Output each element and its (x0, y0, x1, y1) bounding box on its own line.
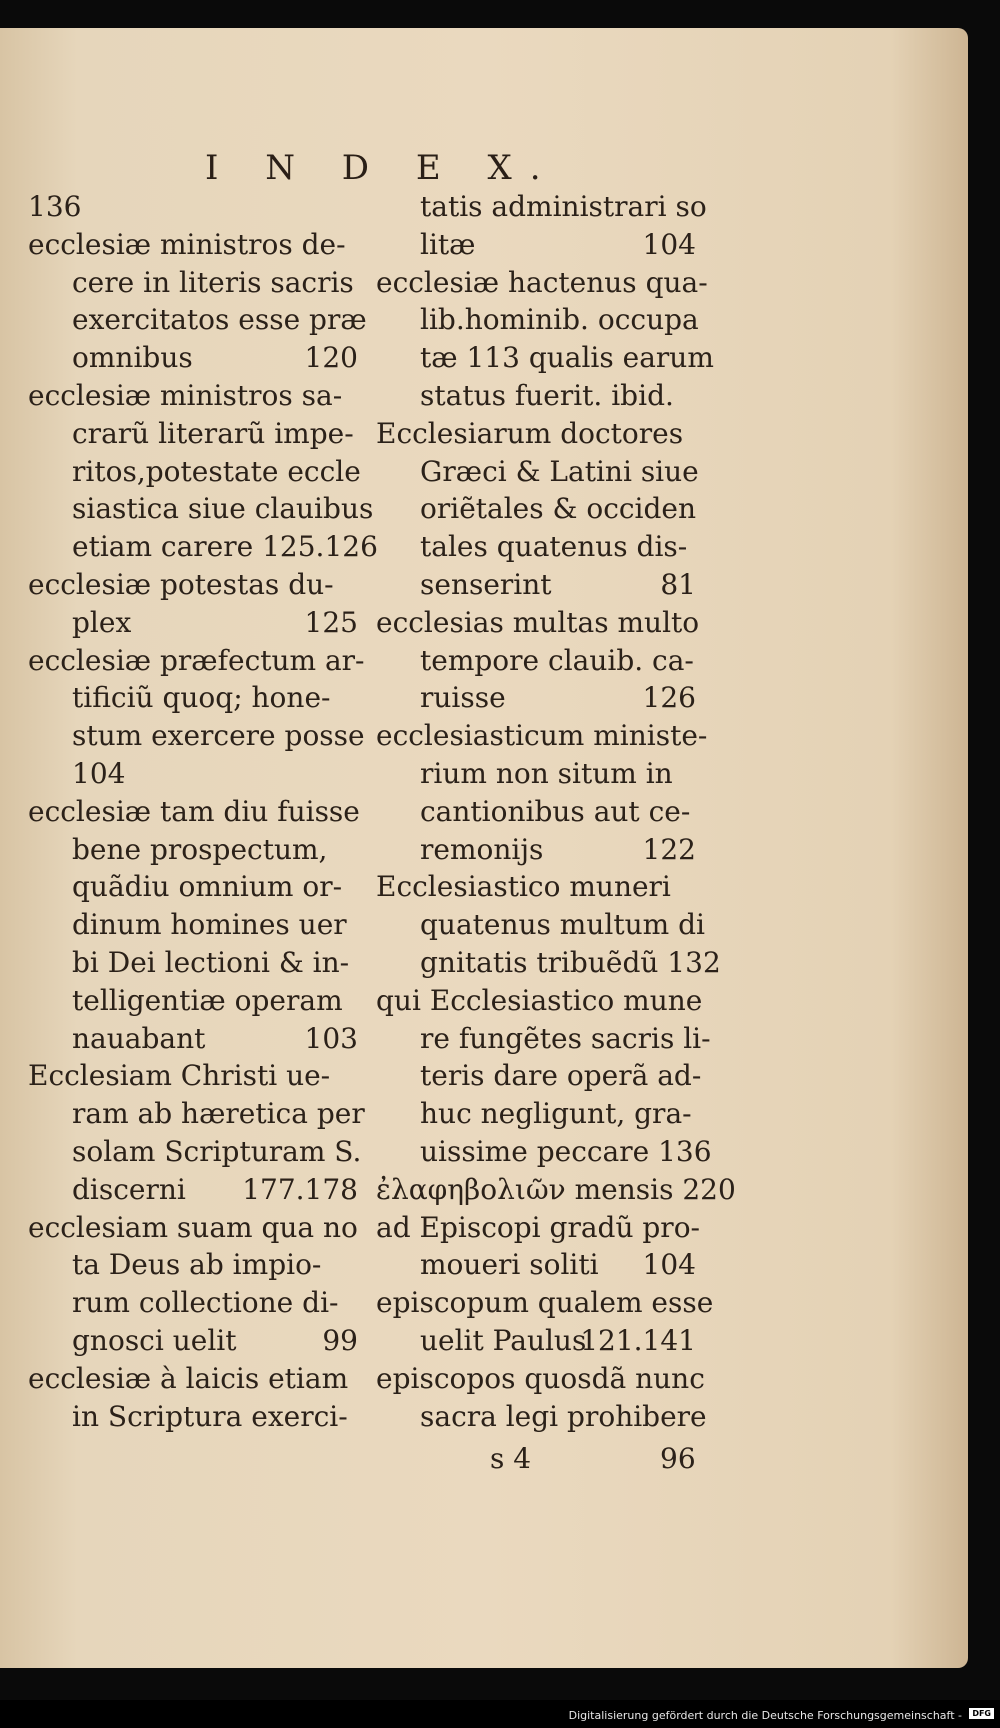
index-page-ref: 120 (304, 341, 358, 375)
dfg-logo: DFG (969, 1708, 994, 1719)
index-line (28, 1398, 358, 1436)
index-entry-text: tales quatenus dis- (420, 530, 688, 564)
index-line (28, 415, 358, 453)
index-entry-text: ecclesiæ tam diu fuisse (28, 794, 360, 828)
index-line (28, 226, 358, 264)
catchword: 96 (660, 1442, 696, 1475)
index-entry-text: gnosci uelit (72, 1323, 237, 1357)
index-entry-text: crarũ literarũ impe- (72, 416, 354, 450)
footer-credit: Digitalisierung gefördert durch die Deutsche Forschungsgemeinschaft - (568, 1709, 962, 1722)
index-entry-text: tempore clauib. ca- (420, 643, 694, 677)
index-line (376, 906, 705, 944)
index-entry-text: bene prospectum, (72, 832, 328, 866)
index-entry-text: lib.hominib. occupa (420, 303, 699, 337)
index-line (28, 264, 358, 302)
index-line (28, 944, 358, 982)
index-page-ref: 177.178 (242, 1172, 358, 1206)
index-line (376, 490, 696, 528)
index-line (376, 868, 696, 906)
index-entry-text: ad Episcopi gradũ pro- (376, 1210, 701, 1244)
index-line (28, 1133, 362, 1171)
index-line (28, 642, 365, 680)
index-entry-text: plex (72, 605, 132, 639)
index-line (376, 604, 700, 642)
index-entry-text: remonijs (420, 832, 544, 866)
index-line (28, 490, 374, 528)
index-entry-text: Ecclesiastico muneri (376, 870, 671, 904)
index-entry-text: episcopum qualem esse (376, 1286, 714, 1320)
signature-mark: s 4 (490, 1442, 532, 1475)
index-line (28, 377, 358, 415)
index-line (28, 868, 358, 906)
index-entry-text: litæ (420, 227, 476, 261)
index-line (28, 1209, 358, 1247)
index-line (376, 1209, 701, 1247)
index-entry-text: solam Scripturam S. (72, 1134, 362, 1168)
index-line (376, 528, 696, 566)
index-page-ref: 121.141 (580, 1323, 696, 1357)
index-entry-text: nauabant (72, 1021, 206, 1055)
index-page-ref: 103 (304, 1021, 358, 1055)
index-entry-text: tatis administrari so (420, 190, 707, 223)
index-entry-text: quãdiu omnium or- (72, 870, 343, 904)
index-page-ref: 104 (642, 227, 696, 261)
index-entry-text: ecclesiæ hactenus qua- (376, 265, 708, 299)
index-page-ref: 126 (642, 681, 696, 715)
index-entry-text: discerni (72, 1172, 186, 1206)
index-line (376, 301, 699, 339)
index-entry-text: uelit Paulus (420, 1323, 587, 1357)
index-line (376, 453, 699, 491)
index-line (376, 679, 696, 717)
index-line (28, 831, 358, 869)
index-line (28, 1171, 358, 1209)
index-line (376, 1284, 714, 1322)
index-column-left (28, 188, 378, 1435)
index-line (28, 1284, 358, 1322)
index-line (376, 566, 696, 604)
index-entry-text: re fungẽtes sacris li- (420, 1021, 711, 1055)
index-entry-text: ecclesiæ à laicis etiam (28, 1361, 349, 1395)
index-entry-text: exercitatos esse præ (72, 303, 367, 337)
index-entry-text: cere in literis sacris (72, 265, 354, 299)
index-page-ref: 104 (642, 1248, 696, 1282)
index-line (376, 226, 696, 264)
index-page-ref: 81 (660, 567, 696, 601)
index-entry-text: gnitatis tribuẽdũ 132 (420, 945, 721, 979)
index-page-ref: 99 (322, 1323, 358, 1357)
index-entry-text: etiam carere 125.126 (72, 530, 378, 564)
index-entry-text: telligentiæ operam (72, 983, 343, 1017)
index-line (28, 301, 367, 339)
index-entry-text: ram ab hæretica per (72, 1097, 365, 1131)
index-entry-text: ecclesiæ præfectum ar- (28, 643, 365, 677)
index-line (28, 1020, 358, 1058)
index-entry-text: ecclesiam suam qua no (28, 1210, 358, 1244)
index-line (28, 1360, 358, 1398)
index-entry-text: Ecclesiam Christi ue- (28, 1059, 331, 1093)
index-line (28, 528, 378, 566)
book-page (0, 28, 968, 1668)
index-entry-text: Ecclesiarum doctores (376, 416, 684, 450)
index-line (376, 755, 696, 793)
index-line (28, 717, 365, 755)
index-column-right (376, 188, 736, 1435)
index-line (28, 1246, 358, 1284)
index-line (28, 604, 358, 642)
index-line (376, 415, 696, 453)
index-entry-text: uissime peccare 136 (420, 1134, 712, 1168)
index-entry-text: status fuerit. ibid. (420, 378, 674, 412)
index-entry-text: stum exercere posse (72, 719, 365, 753)
index-line (28, 1322, 358, 1360)
index-line (376, 264, 708, 302)
index-entry-text: senserint (420, 567, 552, 601)
index-entry-text: omnibus (72, 341, 193, 375)
index-line (376, 1171, 736, 1209)
index-entry-text: dinum homines uer (72, 908, 347, 942)
index-line (376, 1095, 696, 1133)
index-line (28, 566, 358, 604)
index-entry-text: ecclesiæ ministros sa- (28, 378, 343, 412)
index-line (376, 188, 707, 226)
index-entry-text: qui Ecclesiastico mune (376, 983, 703, 1017)
index-entry-text: teris dare operã ad- (420, 1059, 702, 1093)
index-entry-text: Græci & Latini siue (420, 454, 699, 488)
index-entry-text: bi Dei lectioni & in- (72, 945, 350, 979)
index-line (376, 1360, 705, 1398)
index-line (28, 188, 358, 226)
index-entry-text: rium non situm in (420, 756, 673, 790)
index-entry-text: cantionibus aut ce- (420, 794, 691, 828)
index-entry-text: tificiũ quoq; hone- (72, 681, 331, 715)
index-line (28, 755, 358, 793)
index-entry-text: ἐλαφηβολιῶν mensis 220 (376, 1172, 736, 1206)
index-line (28, 793, 358, 831)
index-line (28, 906, 358, 944)
index-line (376, 717, 708, 755)
index-line (376, 944, 721, 982)
index-line (376, 642, 696, 680)
index-entry-text: tæ 113 qualis earum (420, 341, 714, 375)
index-line (376, 1020, 711, 1058)
index-entry-text: quatenus multum di (420, 908, 705, 942)
index-entry-text: in Scriptura exerci- (72, 1399, 348, 1433)
page-header: I N D E X. (205, 148, 559, 188)
index-entry-text: ritos,potestate eccle (72, 454, 361, 488)
index-entry-text: sacra legi prohibere (420, 1399, 707, 1433)
index-line (28, 1057, 358, 1095)
index-entry-text: 104 (72, 756, 126, 790)
index-line (28, 339, 358, 377)
footer-bar (0, 1700, 1000, 1728)
index-entry-text: episcopos quosdã nunc (376, 1361, 705, 1395)
index-entry-text: 136 (28, 190, 82, 223)
index-line (376, 982, 703, 1020)
index-entry-text: ecclesiæ potestas du- (28, 567, 334, 601)
index-entry-text: ecclesias multas multo (376, 605, 700, 639)
index-entry-text: huc negligunt, gra- (420, 1097, 692, 1131)
index-entry-text: ruisse (420, 681, 506, 715)
index-line (376, 1322, 696, 1360)
index-line (28, 679, 358, 717)
index-entry-text: rum collectione di- (72, 1286, 339, 1320)
index-line (376, 1133, 712, 1171)
index-line (28, 982, 358, 1020)
index-page-ref: 125 (304, 605, 358, 639)
index-line (376, 1398, 707, 1436)
index-entry-text: moueri soliti (420, 1248, 599, 1282)
index-line (376, 1246, 696, 1284)
index-entry-text: ecclesiæ ministros de- (28, 227, 346, 261)
index-line (28, 1095, 365, 1133)
index-line (376, 793, 696, 831)
index-line (376, 831, 696, 869)
index-entry-text: ta Deus ab impio- (72, 1248, 322, 1282)
index-line (376, 1057, 702, 1095)
index-entry-text: siastica siue clauibus (72, 492, 374, 526)
index-entry-text: oriẽtales & occiden (420, 492, 697, 526)
index-line (376, 377, 696, 415)
index-line (376, 339, 714, 377)
index-line (28, 453, 361, 491)
index-page-ref: 122 (642, 832, 696, 866)
index-entry-text: ecclesiasticum ministe- (376, 719, 708, 753)
